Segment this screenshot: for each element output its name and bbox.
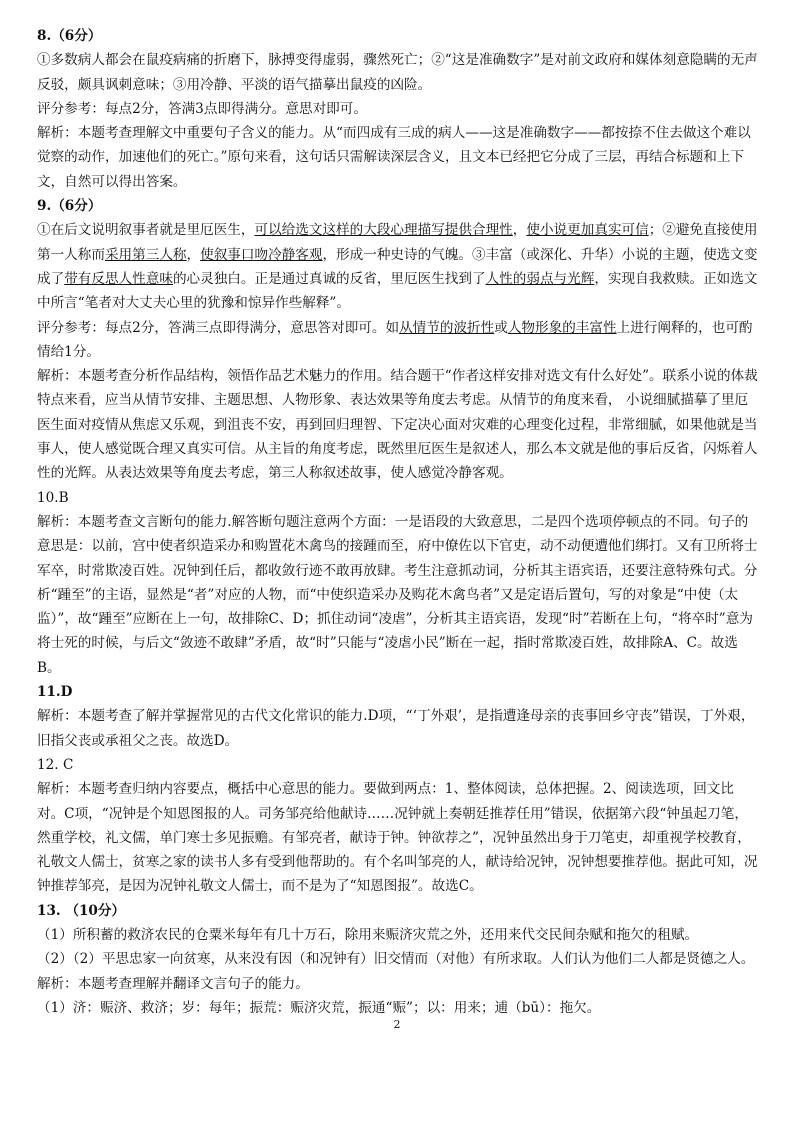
question-10-analysis: 解析：本题考查文言断句的能力.解答断句题注意两个方面：一是语段的大致意思，二是四个选项停顿点的不同。句子的意思是：以前，宫中使者织造采办和购置花木禽鸟的接踵而至，府中僚佐以下官吏，动不动便遭他们绑打。又有卫所将士军卒，时常欺凌百姓。况钟到任后，都收敛行迹不敢再放肆。考生注意抓动词，分析其主语宾语，还要注意特殊句式。分析“踵至”的主语，显然是“者”对应的人物，而“中使织造采办及购花木禽鸟者”又是定语后置句，写的对象是“中使（太监）”，故“踵至”应断在上一句，故排除C、D；抓住动词“凌虐”，分析其主语宾语，发现“时”若断在上句，“将卒时”意为将士死的时候，与后文“敛迹不敢肆”矛盾，故“时”只能与“凌虐小民”断在一起，指时常欺凌百姓，故排除A、C。故选B。 [37,513,758,676]
text-run: 上进行阐释的，也可酌情给1分。 [37,319,753,360]
question-8-answer: ①多数病人都会在鼠疫病痛的折磨下，脉搏变得虚弱，骤然死亡；②“这是准确数字”是对前文政府和媒体刻意隐瞒的无声反驳，颇具讽刺意味；③用冷静、平淡的语气描摹出鼠疫的凶险。 [37,52,758,93]
question-12 [37,753,759,899]
question-12-heading: 12. C [37,756,74,773]
question-12-analysis: 解析：本题考查归纳内容要点，概括中心意思的能力。要做到两点：1、整体阅读，总体把握。2、阅读选项，回文比对。C项，“况钟是个知恩图报的人。司务邹亮给他献诗……况钟就上奏朝廷推荐任用”错误，依据第六段“钟虽起刀笔，然重学校，礼文儒，单门寒士多见振赡。有邹亮者，献诗于钟。钟欲荐之”，况钟虽然出身于刀笔吏，却重视学校教育，礼敬文人儒士，贫寒之家的读书人多有受到他帮助的。有个名叫邹亮的人，献诗给况钟，况钟想要推荐他。据此可知，况钟推荐邹亮，是因为况钟礼敬文人儒士，而不是为了“知恩图报”。故选C。 [37,781,758,895]
question-11-analysis: 解析：本题考查了解并掌握常见的古代文化常识的能力.D项，“‘丁外艰’，是指遭逢母亲的丧事回乡守丧”错误，丁外艰，旧指父丧或承祖父之丧。故选D。 [37,708,755,749]
underlined-key-point: 可以给选文这样的大段心理描写提供合理性 [254,222,513,239]
text-run: ，使选文变成了 [37,246,758,287]
text-run: ， [186,246,201,263]
question-13 [37,899,759,1020]
question-9-analysis: 解析：本题考查分析作品结构，领悟作品艺术魅力的作用。结合题干“作者这样安排对选文有什么好处”。联系小说的体裁特点来看，应当从情节安排、主题思想、人物形象、表达效果等角度去考虑。从情节的角度来看， 小说细腻描摹了里厄医生面对疫情从焦虑又乐观，到沮丧不安，再到回归理智、下定决心面对灾难的心理变化过程，非常细腻，如果他就是当事人，使人感觉既合理又真实可信。从主旨的角度考虑，既然里厄医生是叙述人，那么本文就是他的事后反省，闪烁着人性的光辉。从表达效果等角度去考虑，第三人称叙述故事，使人感觉冷静客观。 [37,368,758,482]
question-8 [37,24,759,194]
text-run: ①在后文说明叙事者就是里厄医生， [37,222,255,239]
underlined-key-point: 人物形象的丰富性 [507,319,617,336]
underlined-key-point: 使小说更加真实可信 [526,222,649,239]
question-13-line-1: （1）所积蓄的救济农民的仓粟米每年有几十万石，除用来赈济灾荒之外，还用来代交民间杂赋和拖欠的租赋。 [37,926,699,943]
question-10 [37,486,759,680]
text-run: ， [512,222,527,239]
question-9-answer [37,218,759,315]
question-10-heading: 10.B [37,489,69,506]
underlined-key-point: 带有反思人性意味 [64,270,173,287]
underlined-key-point: 使叙事口吻冷静客观 [200,246,323,263]
underlined-key-point: 人性的弱点与光辉 [485,270,595,287]
text-run: ，实现自我救赎。正如选文中所言“笔者对大丈夫心里的犹豫和惊异作些解释”。 [37,270,758,312]
question-9-heading: 9.（6分） [37,198,102,215]
question-9-scoring [37,316,759,365]
text-run: 的心灵独白。正是通过真诚的反省，里厄医生找到了 [172,270,486,287]
question-9 [37,194,759,486]
question-13-line-3: （1）济：赈济、救济；岁：每年；振荒：赈济灾荒，振通“赈”；以：用来；逋（bū）：拖欠。 [37,999,601,1016]
question-8-analysis: 解析：本题考查理解文中重要句子含义的能力。从“而四成有三成的病人——这是准确数字——都按捺不住去做这个难以觉察的动作，加速他们的死亡。”原句来看，这句话只需解读深层含义，且文本已经把它分成了三层，再结合标题和上下文，自然可以得出答案。 [37,125,751,190]
question-8-scoring: 评分参考：每点2分，答满3点即得满分。意思对即可。 [37,100,367,117]
text-run: 评分参考：每点2分，答满三点即得满分，意思答对即可。如 [37,319,400,336]
text-run: ；②避免直接使用第一人称而 [37,222,758,263]
text-run: ，形成一种史诗的气魄。③丰富（或深化、升华）小说的主题 [322,246,690,263]
question-11-heading: 11.D [37,684,73,701]
underlined-key-point: 采用第三人称 [104,246,187,263]
question-11 [37,680,759,753]
question-8-heading: 8.（6分） [37,28,102,44]
page-number: 2 [393,1018,401,1031]
question-13-heading: 13. （10分） [37,902,126,919]
text-run: 或 [494,319,508,336]
answer-page [37,24,759,1020]
underlined-key-point: 从情节的波折性 [399,319,495,336]
question-13-line-2: （2）（2）平思忠家一向贫寒，从来没有因（和况钟有）旧交情而（对他）有所求取。人们认为他们二人都是贤德之人。解析：本题考查理解并翻译文言句子的能力。 [37,951,755,992]
